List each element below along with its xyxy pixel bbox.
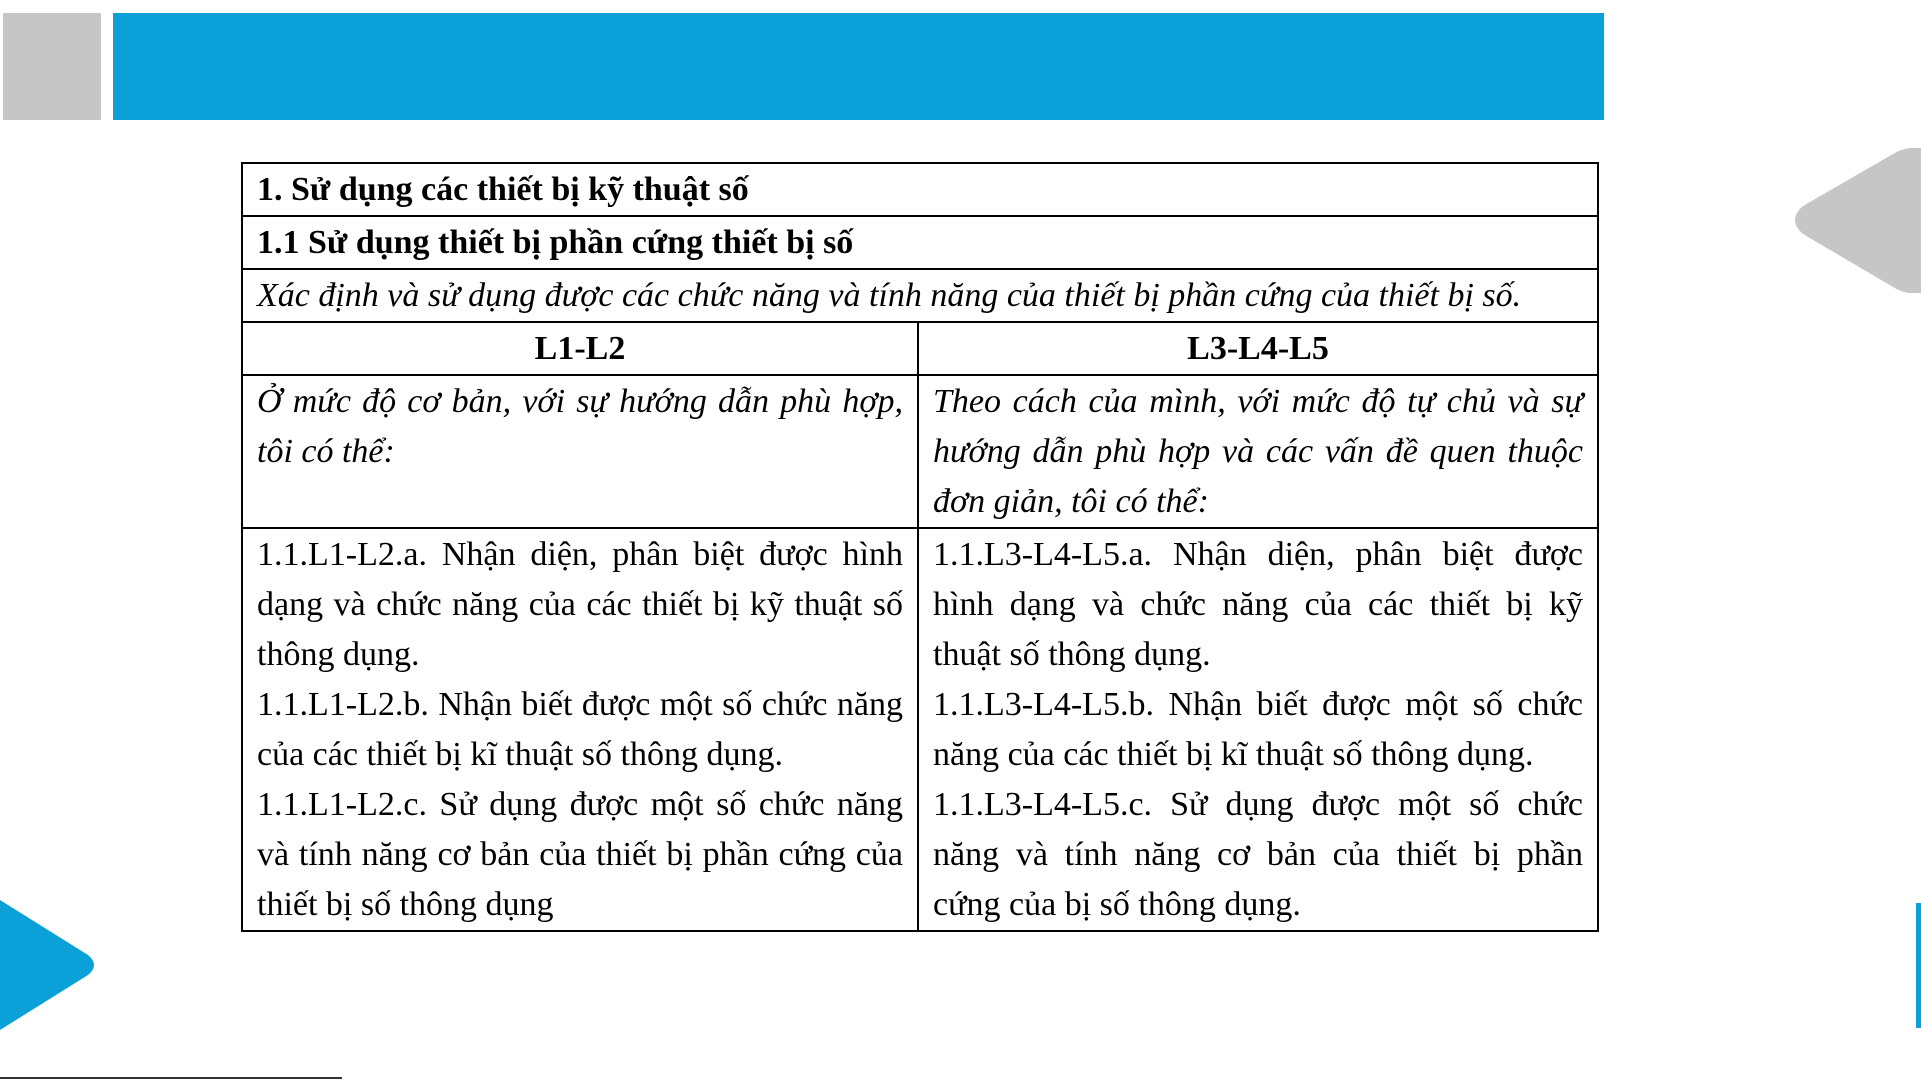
subsection-title: 1.1 Sử dụng thiết bị phần cứng thiết bị số <box>242 216 1598 269</box>
intro-l3-l5: Theo cách của mình, với mức độ tự chủ và sự hướng dẫn phù hợp và các vấn đề quen thuộc đơn giản, tôi có thể: <box>918 375 1598 528</box>
outcome-item: 1.1.L3-L4-L5.a. Nhận diện, phân biệt được hình dạng và chức năng của các thiết bị kỹ thuật số thông dụng. <box>933 536 1583 673</box>
outcome-item: 1.1.L3-L4-L5.b. Nhận biết được một số chức năng của các thiết bị kĩ thuật số thông dụng. <box>933 686 1583 773</box>
outcome-item: 1.1.L1-L2.a. Nhận diện, phân biệt được hình dạng và chức năng của các thiết bị kỹ thuật số thông dụng. <box>257 536 903 673</box>
corner-gray-square <box>3 13 101 120</box>
level-header-row <box>242 322 1598 375</box>
footer-fragment <box>357 1076 411 1081</box>
outcome-item: 1.1.L1-L2.c. Sử dụng được một số chức năng và tính năng cơ bản của thiết bị phần cứng của thiết bị số thông dụng <box>257 786 903 923</box>
level-header-l3-l5: L3-L4-L5 <box>918 322 1598 375</box>
header-bar <box>113 13 1604 120</box>
competency-description: Xác định và sử dụng được các chức năng và tính năng của thiết bị phần cứng của thiết bị số. <box>242 269 1598 322</box>
right-edge-accent <box>1916 903 1921 1028</box>
section-title-row <box>242 163 1598 216</box>
intro-row <box>242 375 1598 528</box>
outcomes-row <box>242 528 1598 931</box>
subsection-title-row <box>242 216 1598 269</box>
competency-table <box>241 162 1599 932</box>
outcome-item: 1.1.L1-L2.b. Nhận biết được một số chức năng của các thiết bị kĩ thuật số thông dụng. <box>257 686 903 773</box>
outcomes-l1-l2 <box>242 528 918 931</box>
outcomes-l3-l5 <box>918 528 1598 931</box>
level-header-l1-l2: L1-L2 <box>242 322 918 375</box>
footer-rule <box>0 1077 342 1079</box>
section-title: 1. Sử dụng các thiết bị kỹ thuật số <box>242 163 1598 216</box>
next-slide-arrow-icon <box>0 900 98 1030</box>
description-row <box>242 269 1598 322</box>
outcome-item: 1.1.L3-L4-L5.c. Sử dụng được một số chức năng và tính năng cơ bản của thiết bị phần cứng của bị số thông dụng. <box>933 786 1583 923</box>
previous-slide-arrow-icon <box>1793 148 1921 293</box>
intro-l1-l2: Ở mức độ cơ bản, với sự hướng dẫn phù hợp, tôi có thể: <box>242 375 918 528</box>
